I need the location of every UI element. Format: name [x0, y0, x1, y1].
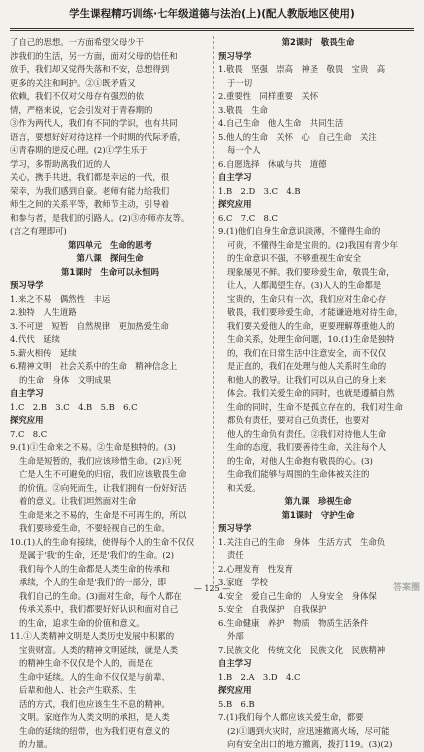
text-line: 责任	[227, 550, 244, 560]
right-l9-self-answers: 1.B 2.A 3.D 4.C	[218, 671, 301, 682]
text-line: 生命关系，处理生命问题，10.(1)生命是独特	[227, 334, 395, 344]
text-line: 更多的关注和呵护。②①既矛盾又	[10, 77, 136, 88]
text-line: 6.精神文明 社会关系中的生命 精神信念上	[10, 361, 178, 371]
text-line: 荣幸，为我们感到自豪。老师有能力给我们	[10, 185, 170, 196]
text-line: 亡是人生不可避免的归宿，我们应该敬畏生命	[19, 469, 187, 479]
text-line: 的生命，追求生命的价值和意义。	[19, 617, 145, 628]
text-line: 传承关系中，我们都要好好认识和面对自己	[19, 604, 179, 614]
text-line: 4.安全 爱自己生命的 人身安全 身体保	[218, 590, 377, 601]
text-line: 生命中延续。人的生命不仅仅是与前辈、	[19, 671, 170, 682]
text-line: 我们要珍爱生命，不要轻视自己的生命。	[19, 523, 170, 533]
text-line: 和他人的教导。让我们可以从自己的身上来	[227, 374, 387, 385]
text-line: 文明。家庭作为人类文明的承担，是人类	[19, 712, 170, 722]
text-line: 4.自己生命 他人生命 共同生活	[218, 118, 344, 128]
text-line: ③作为两代人，我们有不同的学识，也有共同	[10, 118, 178, 128]
right-self-answers: 1.B 2.D 3.C 4.B	[218, 185, 301, 196]
unit-title: 第四单元 生命的思考	[68, 239, 152, 250]
right-preview-items	[218, 63, 418, 171]
text-line: 师生之间的关系平等，教师节主动，引导着	[10, 199, 170, 209]
text-line: 着的意义。让我们坦然面对生命	[19, 496, 137, 506]
self-study-heading-3: 自主学习	[218, 658, 252, 668]
text-line: (2)①遇到火灾时，应迅速撤离火场，尽可能	[227, 725, 390, 736]
text-line: 是正直的，我们在处理与他人关系时生命的	[227, 361, 387, 371]
right-column	[218, 36, 418, 752]
text-line: 我们自己的生命。(3)面对生命，每个人都在	[19, 590, 182, 601]
text-line: 他人的生命负有责任。②我们对待他人生命	[227, 428, 387, 439]
text-line: 的力量。	[19, 739, 53, 749]
text-line: 2.重要性 同样重要 关怀	[218, 91, 319, 101]
text-line: 9.(1)他们自身生命意识淡薄，不懂得生命的	[218, 226, 381, 236]
text-line: 现象屡见不鲜。我们要珍爱生命，敬畏生命，	[227, 266, 395, 277]
text-line: 于一切	[227, 77, 253, 88]
text-line: 6.生命健康 养护 物质 物质生活条件	[218, 617, 369, 628]
text-line: 5.薪火相传 延续	[10, 347, 77, 358]
text-line: 2.心理发育 性发育	[218, 563, 293, 574]
text-line: 3.敬畏 生命	[218, 104, 268, 115]
text-line: 学习，多帮助离我们近的人	[10, 158, 111, 169]
page-number: — 125 —	[193, 584, 231, 593]
text-line: 3.家庭 学校	[218, 577, 268, 587]
text-line: 7.(1)我们每个人都应该关爱生命，都要	[218, 712, 364, 722]
text-line: 让人，人都渴望生存。(3)人人的生命都是	[227, 280, 382, 290]
text-line: 我们要关爱他人的生命，更要理解尊重他人的	[227, 320, 395, 331]
column-separator	[213, 36, 214, 584]
text-line: 1.来之不易 偶然性 丰运	[10, 293, 111, 304]
text-line: ④青春期的逆反心理。(2)①学生乐于	[10, 145, 148, 155]
header-rule-2	[10, 30, 414, 31]
text-line: 1.关注自己的生命 身体 生活方式 生命负	[218, 536, 386, 547]
text-line: 宝贵财富。人类的精神文明延续，就是人类	[19, 644, 179, 655]
lesson9-title: 第九课 珍视生命	[284, 496, 352, 506]
page-header: 学生课程精巧训练·七年级道德与法治(上)(配人教版地区使用)	[69, 8, 355, 20]
text-line: 宝贵的，生命只有一次，我们应对生命心存	[227, 293, 387, 304]
text-line: 的精神生命不仅仅是个人的，而是在	[19, 658, 153, 668]
text-line: 我们每个人的生命都是人类生命的传承和	[19, 563, 170, 574]
text-line: 生命的延续的纽带，也为我们更有意义的	[19, 725, 170, 736]
lesson8-title: 第八课 探问生命	[76, 253, 144, 263]
text-line: 生命我们能够与周围的生命体被关注的	[227, 469, 370, 479]
header-rule	[10, 28, 414, 29]
text-line: 和参与者，是我们的引路人。(2)③亦师亦友等。	[10, 212, 190, 223]
text-line: 语言，要想好好对待这样一个时期的代际矛盾，	[10, 131, 186, 142]
lesson9-1-title: 第1课时 守护生命	[281, 509, 355, 520]
text-line: 9.(1)①生命来之不易。②生命是独特的。(3)	[10, 442, 176, 452]
text-line: 5.他人的生命 关怀 心 自己生命 关注	[218, 131, 377, 142]
left-column	[10, 36, 210, 752]
text-line: 1.敬畏 坚强 崇高 神圣 敬畏 宝贵 高	[218, 64, 386, 74]
text-line: 都负有责任，要对自己负责任，也要对	[227, 415, 370, 425]
lesson8-1-title: 第1课时 生命可以永恒吗	[61, 266, 159, 277]
text-line: 的生命，对他人生命抱有敬畏的心。(3)	[227, 455, 373, 466]
text-line: 生命的同时，生命不是孤立存在的，我们对生命	[227, 401, 403, 412]
text-line: 2.独特 人生道路	[10, 307, 77, 317]
left-long-answers	[10, 441, 210, 752]
text-line: 涉我们的生活，另一方面，面对父母的信任和	[10, 50, 178, 61]
text-line: 可贵，不懂得生命是宝贵的。(2)我国有青少年	[227, 239, 398, 250]
left-intro-lines	[10, 36, 210, 239]
text-line: 和关爱。	[227, 482, 261, 493]
left-self-answers: 1.C 2.B 3.C 4.B 5.B 6.C	[10, 401, 138, 412]
self-study-heading: 自主学习	[10, 388, 44, 398]
text-line: 的生命意识不强，不够重视生命安全	[227, 253, 361, 263]
preview-heading-2: 预习导学	[218, 50, 252, 61]
explore-heading-3: 探究应用	[218, 685, 252, 695]
preview-heading-3: 预习导学	[218, 523, 252, 533]
right-l9-explore-answers: 5.B 6.B	[218, 698, 255, 709]
right-l9-preview-items	[218, 536, 418, 658]
text-line: 敬畏，我们要珍爱生命，才能谦逊地对待生命，	[227, 307, 403, 317]
text-line: 6.自愿选择 休戚与共 道德	[218, 158, 327, 169]
watermark-logo: 答案圈	[392, 583, 420, 593]
text-line: 的，我们在日常生活中注意安全，而不仅仅	[227, 347, 387, 358]
text-line: 是属于'我'的生命，还是'我们'的生命。(2)	[19, 550, 175, 560]
text-line: 10.(1)人的生命有接续，使得每个人的生命不仅仅	[10, 536, 195, 547]
text-line: 关心，携手共进，我们都是幸运的一代，很	[10, 172, 170, 182]
text-line: (言之有理即可)	[10, 226, 67, 236]
text-line: 的价值。②向死而生，让我们拥有一份好好活	[19, 482, 187, 493]
text-line: 的生命 身体 文明成果	[19, 374, 112, 385]
left-preview-items	[10, 293, 210, 388]
right-explore-answers: 6.C 7.C 8.C	[218, 212, 278, 223]
text-line: 生命是短暂的，我们应该珍惜生命。(2)①死	[19, 455, 182, 466]
explore-heading: 探究应用	[10, 415, 44, 425]
text-line: 5.安全 自我保护 自我保护	[218, 604, 327, 614]
left-explore-answers: 7.C 8.C	[10, 428, 48, 439]
text-line: 依赖，我们不仅对父母存有强烈的依	[10, 91, 144, 101]
text-line: 每一个人	[227, 145, 261, 155]
right-long-answers	[218, 225, 418, 495]
lesson2-title: 第2课时 敬畏生命	[281, 37, 355, 47]
explore-heading-2: 探究应用	[218, 199, 252, 209]
preview-heading: 预习导学	[10, 280, 44, 290]
text-line: 放手，我们却又觉得失落和不安，总想得到	[10, 64, 170, 74]
text-line: 11.①人类精神文明是人类历史发展中积累的	[10, 631, 175, 641]
text-line: 向有安全出口的地方撤离，拨打119。(3)(2)	[227, 739, 393, 749]
text-line: 活的方式，我们也应该生生不息的精神。	[19, 698, 170, 709]
text-line: 情，严格来说，它会引发对于青春期的	[10, 104, 153, 115]
self-study-heading-2: 自主学习	[218, 172, 252, 182]
text-line: 生命是来之不易的，生命是不可再生的，所以	[19, 509, 187, 520]
text-line: 7.民族文化 传统文化 民族文化 民族精神	[218, 644, 386, 655]
text-line: 承续，个人的生命是'我们'的一部分，即	[19, 577, 166, 587]
text-line: 了自己的思想。一方面希望父母少干	[10, 37, 144, 47]
text-line: 生命的态度，我们要善待生命，关注每个人	[227, 442, 387, 452]
text-line: 后辈和他人、社会产生联系、生	[19, 685, 137, 695]
text-line: 体会。我们关爱生命的同时，也就是遵循自然	[227, 388, 395, 398]
text-line: 3.不可逆 短暂 自然规律 更加热爱生命	[10, 320, 169, 331]
right-l9-long-answers	[218, 711, 418, 752]
text-line: 4.代代 延续	[10, 334, 60, 344]
text-line: 外部	[227, 631, 244, 641]
